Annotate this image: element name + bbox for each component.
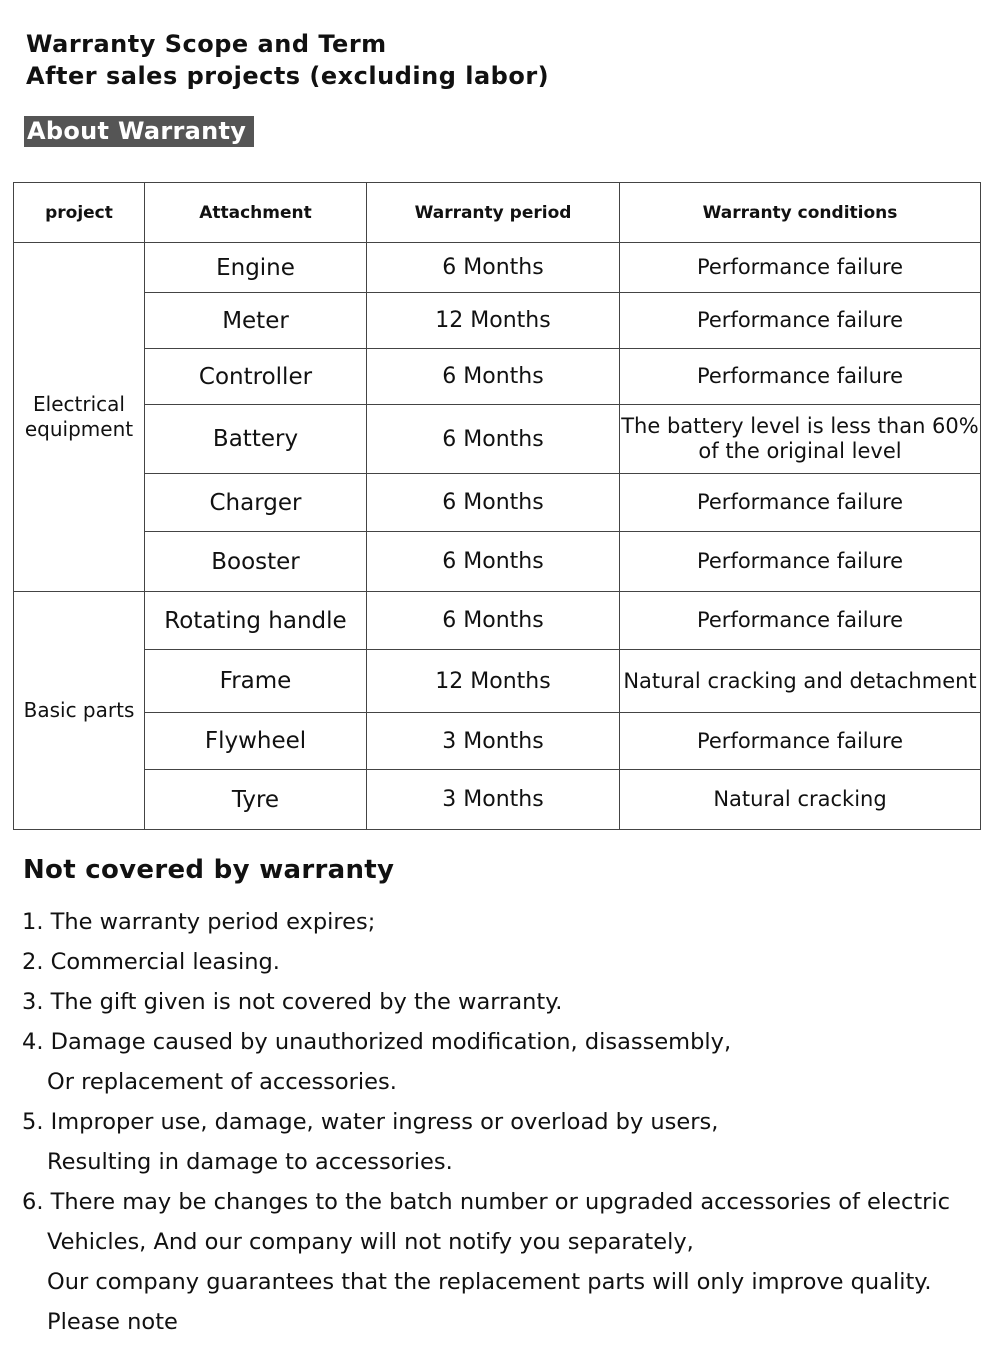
column-header-attachment: Attachment: [145, 183, 367, 243]
page-title: Warranty Scope and Term: [26, 30, 387, 58]
attachment-cell: Battery: [145, 405, 367, 474]
list-item-continuation: Our company guarantees that the replacement parts will only improve quality.: [47, 1269, 932, 1295]
list-item: 2. Commercial leasing.: [22, 949, 280, 975]
table-row: [14, 770, 981, 830]
period-cell: 3 Months: [367, 713, 620, 770]
period-cell: 6 Months: [367, 349, 620, 405]
condition-cell: Performance failure: [620, 592, 981, 650]
attachment-cell: Booster: [145, 532, 367, 592]
period-cell: 6 Months: [367, 532, 620, 592]
list-item: 1. The warranty period expires;: [22, 909, 376, 935]
table-header-row: [14, 183, 981, 243]
column-header-warranty-period: Warranty period: [367, 183, 620, 243]
condition-cell: Natural cracking and detachment: [620, 650, 981, 713]
not-covered-heading: Not covered by warranty: [23, 855, 395, 885]
about-warranty-badge: About Warranty: [24, 116, 254, 147]
condition-cell: Performance failure: [620, 532, 981, 592]
period-cell: 6 Months: [367, 592, 620, 650]
column-header-project: project: [14, 183, 145, 243]
period-cell: 3 Months: [367, 770, 620, 830]
table-row: [14, 650, 981, 713]
condition-cell: Performance failure: [620, 713, 981, 770]
attachment-cell: Engine: [145, 243, 367, 293]
attachment-cell: Frame: [145, 650, 367, 713]
table-row: [14, 293, 981, 349]
condition-cell: Performance failure: [620, 474, 981, 532]
condition-cell: Performance failure: [620, 293, 981, 349]
list-item-continuation: Vehicles, And our company will not notify you separately,: [47, 1229, 694, 1255]
attachment-cell: Flywheel: [145, 713, 367, 770]
table-row: [14, 243, 981, 293]
page-subtitle: After sales projects (excluding labor): [26, 62, 550, 90]
list-item: 6. There may be changes to the batch number or upgraded accessories of electric: [22, 1189, 951, 1215]
group-cell-basic-parts: Basic parts: [14, 592, 145, 830]
table-row: [14, 474, 981, 532]
warranty-table: [13, 182, 981, 830]
attachment-cell: Meter: [145, 293, 367, 349]
table-row: [14, 532, 981, 592]
period-cell: 6 Months: [367, 243, 620, 293]
table-row: [14, 713, 981, 770]
list-item: 4. Damage caused by unauthorized modification, disassembly,: [22, 1029, 732, 1055]
condition-cell: Performance failure: [620, 349, 981, 405]
attachment-cell: Tyre: [145, 770, 367, 830]
group-cell-electrical-equipment: Electrical equipment: [14, 243, 145, 592]
condition-cell: Natural cracking: [620, 770, 981, 830]
period-cell: 12 Months: [367, 293, 620, 349]
not-covered-list: [22, 902, 950, 1342]
list-item-continuation: Or replacement of accessories.: [47, 1069, 397, 1095]
column-header-warranty-conditions: Warranty conditions: [620, 183, 981, 243]
list-item-continuation: Please note: [47, 1309, 178, 1335]
condition-cell: Performance failure: [620, 243, 981, 293]
attachment-cell: Charger: [145, 474, 367, 532]
list-item-continuation: Resulting in damage to accessories.: [47, 1149, 453, 1175]
attachment-cell: Rotating handle: [145, 592, 367, 650]
condition-cell: The battery level is less than 60% of the original level: [620, 405, 981, 474]
table-row: [14, 349, 981, 405]
list-item: 5. Improper use, damage, water ingress or overload by users,: [22, 1109, 719, 1135]
attachment-cell: Controller: [145, 349, 367, 405]
table-row: [14, 592, 981, 650]
table-row: [14, 405, 981, 474]
period-cell: 6 Months: [367, 405, 620, 474]
period-cell: 6 Months: [367, 474, 620, 532]
period-cell: 12 Months: [367, 650, 620, 713]
list-item: 3. The gift given is not covered by the warranty.: [22, 989, 563, 1015]
